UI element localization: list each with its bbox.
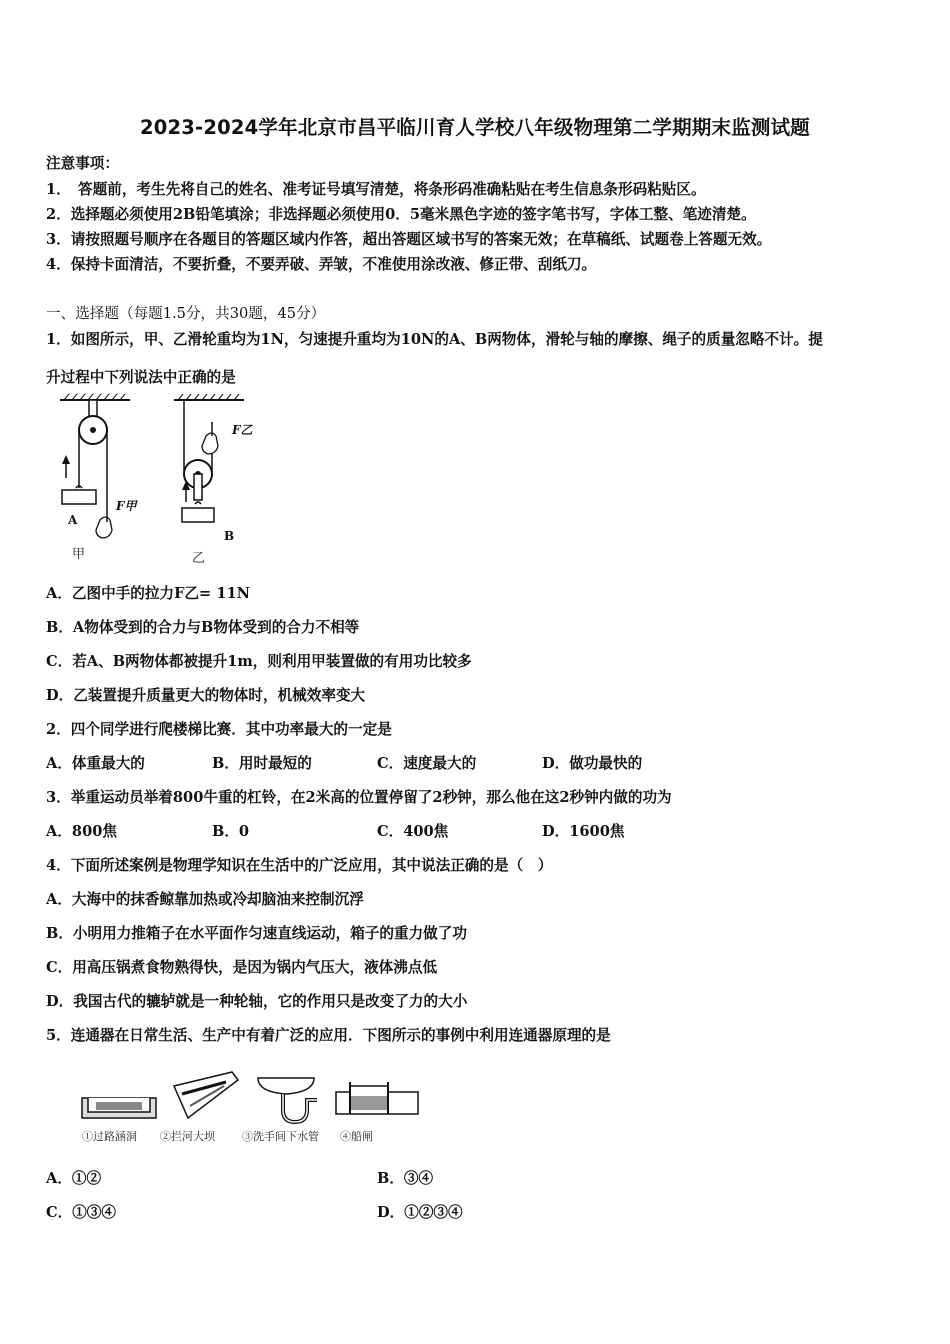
label-b: B xyxy=(224,529,235,543)
question-3-stem: 3．举重运动员举着800牛重的杠铃，在2米高的位置停留了2秒钟，那么他在这2秒钟内做的功为 xyxy=(46,789,672,806)
option: C．用高压锅煮食物熟得快，是因为锅内气压大，液体沸点低 xyxy=(46,959,438,976)
option: A．大海中的抹香鲸靠加热或冷却脑油来控制沉浮 xyxy=(46,891,364,908)
option: C．若A、B两物体都被提升1m，则利用甲装置做的有用功比较多 xyxy=(46,653,472,670)
question-1-stem-cont: 升过程中下列说法中正确的是 xyxy=(46,369,236,386)
caption-left: 甲 xyxy=(72,547,86,562)
notice-item: 1． 答题前，考生先将自己的姓名、准考证号填写清楚，将条形码准确粘贴在考生信息条形码粘贴区。 xyxy=(46,181,706,198)
option: D．做功最快的 xyxy=(542,755,643,772)
notice-item: 2．选择题必须使用2B铅笔填涂；非选择题必须使用0．5毫米黑色字迹的签字笔书写，字体工整、笔迹清楚。 xyxy=(46,206,756,223)
option: B．A物体受到的合力与B物体受到的合力不相等 xyxy=(46,619,360,636)
notice-item: 3．请按照题号顺序在各题目的答题区域内作答，超出答题区域书写的答案无效；在草稿纸、试题卷上答题无效。 xyxy=(46,231,772,248)
caption-right: 乙 xyxy=(192,551,206,566)
caption-dam: ②拦河大坝 xyxy=(160,1130,215,1143)
option: B．小明用力推箱子在水平面作匀速直线运动，箱子的重力做了功 xyxy=(46,925,467,942)
caption-culvert: ①过路涵洞 xyxy=(82,1130,137,1143)
label-a: A xyxy=(68,513,78,527)
notice-item: 4．保持卡面清洁，不要折叠，不要弄破、弄皱，不准使用涂改液、修正带、刮纸刀。 xyxy=(46,256,597,273)
option: D．1600焦 xyxy=(542,823,625,840)
question-1-stem: 1．如图所示，甲、乙滑轮重均为1N，匀速提升重均为10N的A、B两物体，滑轮与轴的摩擦、绳子的质量忽略不计。提 xyxy=(46,331,823,348)
caption-lock: ④船闸 xyxy=(340,1130,373,1143)
notice-heading: 注意事项： xyxy=(46,155,119,172)
option: B．③④ xyxy=(377,1170,434,1187)
pulley-figure xyxy=(52,392,272,570)
option: A．体重最大的 xyxy=(46,755,145,772)
question-4-stem: 4．下面所述案例是物理学知识在生活中的广泛应用，其中说法正确的是（ ） xyxy=(46,857,553,874)
pulley-diagram xyxy=(52,392,272,570)
option: B．0 xyxy=(212,823,250,840)
connector-diagram xyxy=(78,1064,423,1146)
page-title: 2023-2024学年北京市昌平临川育人学校八年级物理第二学期期末监测试题 xyxy=(139,116,811,139)
option: D．乙装置提升质量更大的物体时，机械效率变大 xyxy=(46,687,366,704)
question-2-stem: 2．四个同学进行爬楼梯比赛．其中功率最大的一定是 xyxy=(46,721,392,738)
option: A．①② xyxy=(46,1170,102,1187)
option: A．乙图中手的拉力F乙= 11N xyxy=(46,585,250,602)
option: D．①②③④ xyxy=(377,1204,463,1221)
question-5-stem: 5．连通器在日常生活、生产中有着广泛的应用．下图所示的事例中利用连通器原理的是 xyxy=(46,1027,611,1044)
option: C．速度最大的 xyxy=(377,755,477,772)
force-label-right: F乙 xyxy=(232,423,253,437)
option: C．①③④ xyxy=(46,1204,116,1221)
option: D．我国古代的辘轳就是一种轮轴，它的作用只是改变了力的大小 xyxy=(46,993,468,1010)
option: A．800焦 xyxy=(46,823,117,840)
option: C．400焦 xyxy=(377,823,449,840)
section-heading: 一、选择题（每题1.5分，共30题，45分） xyxy=(46,305,326,322)
caption-drain: ③洗手间下水管 xyxy=(242,1130,319,1143)
force-label-left: F甲 xyxy=(116,499,137,513)
connector-figure xyxy=(78,1064,423,1146)
option: B．用时最短的 xyxy=(212,755,312,772)
